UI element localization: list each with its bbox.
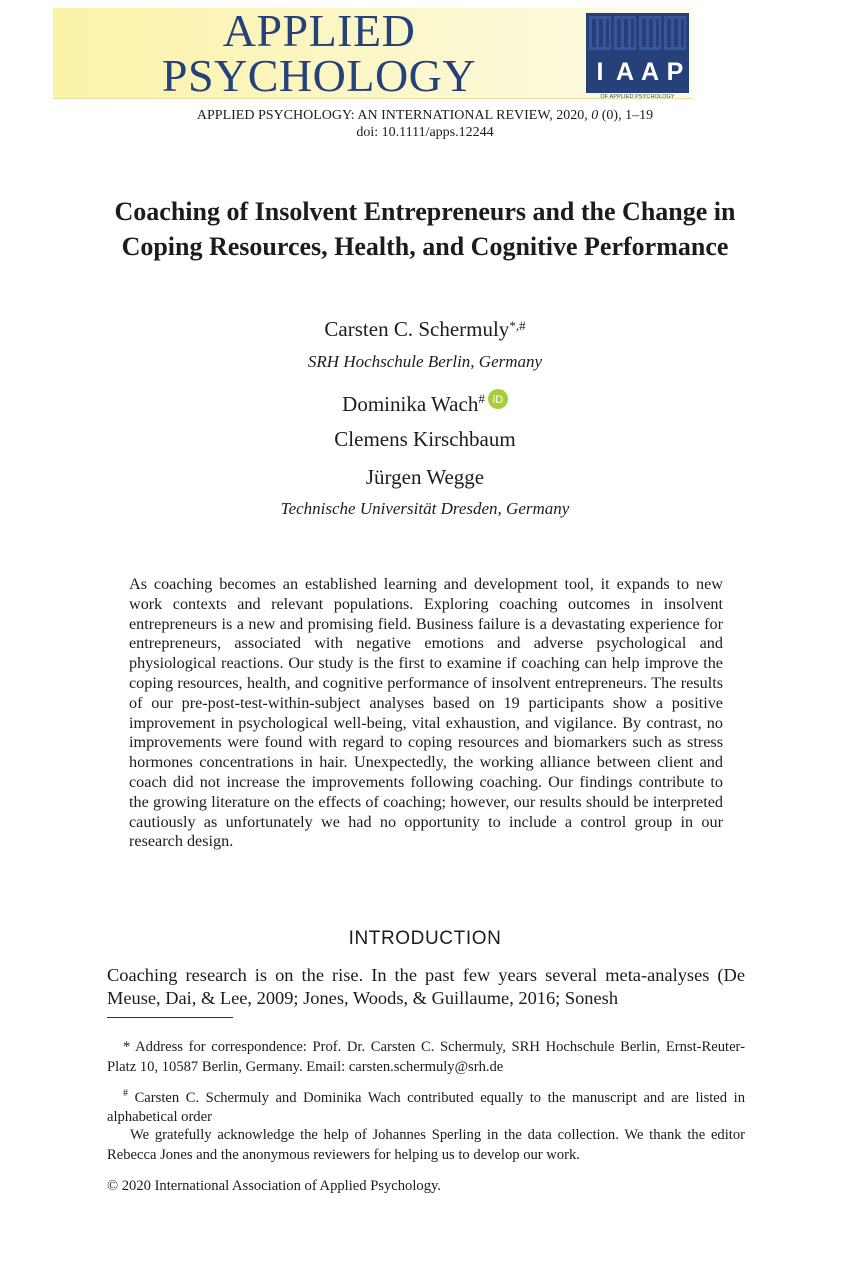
article-title: Coaching of Insolvent Entrepreneurs and the Change in Coping Resources, Health, and Cognitive Performance	[114, 197, 736, 261]
abstract: As coaching becomes an established learning and development tool, it expands to new work contexts and relevant populations. Exploring coaching outcomes in insolvent entrepreneurs is a new and promising field. Business failure is a devastating experience for entrepreneurs, associated with negative emotions and adverse psychological and physiological reactions. Our study is the first to examine if coaching can help improve the coping resources, health, and cognitive performance of insolvent entrepreneurs. The results of our pre-post-test-within-subject analyses based on 19 participants show a positive improvement in psychological well-being, vital exhaustion, and vigilance. By contrast, no improvements were found with regard to coping resources and biomarkers such as stress hormones concentrations in hair. Unexpectedly, the working alliance between client and coach did not increase the improvements following coaching. Our findings contribute to the growing literature on the effects of coaching; however, our results should be interpreted cautiously as unfortunately we had no opportunity to include a control group in our research design.	[129, 575, 723, 851]
footnote-correspondence: * Address for correspondence: Prof. Dr. Carsten C. Schermuly, SRH Hochschule Berlin, Ernst-Reuter-Platz 10, 10587 Berlin, Germany. Email: carsten.schermuly@srh.de	[107, 1039, 745, 1075]
orcid-label: iD	[492, 394, 504, 406]
section-heading: INTRODUCTION	[348, 928, 502, 949]
footnote-equal-contribution: # Carsten C. Schermuly and Dominika Wach contributed equally to the manuscript and are listed in alphabetical order	[107, 1088, 745, 1126]
journal-name-line1: APPLIED	[222, 5, 416, 56]
intro-paragraph: Coaching research is on the rise. In the past few years several meta-analyses (De Meuse, Dai, & Lee, 2009; Jones, Woods, & Guillaume, 2016; Sonesh	[107, 965, 745, 1008]
logo-letter: A	[640, 58, 660, 86]
author-1: Carsten C. Schermuly*,#	[324, 317, 526, 341]
logo-letter: P	[666, 58, 684, 86]
author-marks: *,#	[509, 318, 526, 333]
affiliation-2: Technische Universität Dresden, Germany	[280, 499, 570, 518]
logo-letter: I	[596, 58, 604, 86]
author-3: Clemens Kirschbaum	[334, 427, 516, 451]
orcid-icon[interactable]	[488, 389, 508, 409]
journal-name	[149, 5, 489, 101]
footnote-correspondence-text: Address for correspondence: Prof. Dr. Carsten C. Schermuly, SRH Hochschule Berlin, Ernst-Reuter-Platz 10, 10587 Berlin, Germany. Email: carsten.schermuly@srh.de	[107, 1039, 745, 1075]
footnote-acknowledgement: We gratefully acknowledge the help of Johannes Sperling in the data collection. We thank the editor Rebecca Jones and the anonymous reviewers for helping us to develop our work.	[107, 1127, 745, 1163]
doi: doi: 10.1111/apps.12244	[356, 125, 494, 140]
journal-citation: APPLIED PSYCHOLOGY: AN INTERNATIONAL REVIEW, 2020, 0 (0), 1–19	[196, 108, 654, 123]
author-marks: #	[478, 391, 485, 406]
footnote-equal-text: Carsten C. Schermuly and Dominika Wach contributed equally to the manuscript and are listed in alphabetical order	[107, 1089, 745, 1126]
footnote-rule	[107, 1017, 233, 1018]
logo-letter: A	[615, 58, 635, 86]
iaap-logo	[586, 13, 689, 93]
journal-banner	[53, 5, 693, 101]
author-4: Jürgen Wegge	[365, 465, 485, 489]
iaap-logo-subtitle: THE INTERNATIONAL ASSOCIATION OF APPLIED PSYCHOLOGY	[588, 88, 687, 100]
journal-name-line2: PSYCHOLOGY	[161, 50, 477, 101]
author-2: Dominika Wach# iD	[0, 389, 850, 417]
copyright: © 2020 International Association of Applied Psychology.	[107, 1178, 442, 1194]
affiliation-1: SRH Hochschule Berlin, Germany	[307, 352, 543, 371]
